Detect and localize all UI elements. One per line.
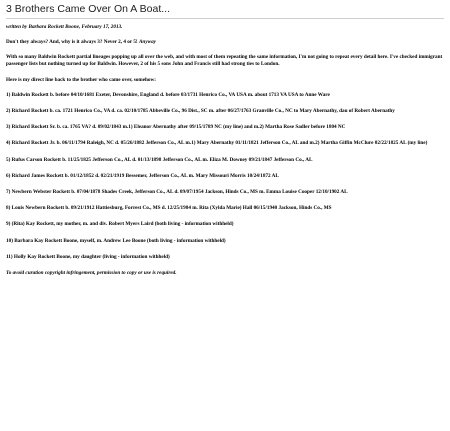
context-paragraph: With so many Baldwin Rockett partial lineages popping up all over the web, and with most of them repeating the same information, I'm not going to repeat every detail here. I've checked immigrant passenger lists but nothing turned up for Baldwin. However, 2 of his 5 sons John and Francis still had strong ties to London. [6, 54, 443, 68]
lineage-entry: 6) Richard James Rockett b. 01/12/1852 d. 02/21/1919 Bessemer, Jefferson Co., AL m. Mary Missouri Morris 10/24/1872 AL [6, 172, 279, 179]
lineage-entry: 1) Baldwin Rockett b. before 04/10/1681 Exeter, Devonshire, England d. before 03/1731 Henrico Co., VA USA m. about 1713 VA USA to Anne Ware [6, 91, 330, 98]
lineage-entry: 8) Louis Newbern Rockett b. 09/21/1912 Hattiesburg, Forrest Co., MS d. 12/25/1984 m. Rita (Xylda Marie) Hall 06/15/1940 Jackson, Hinds Co., MS [6, 205, 332, 212]
lineage-entry: 3) Richard Rockett Sr. b. ca. 1765 VA? d. 09/02/1843 m.1) Eleanor Abernathy after 09/15/1789 NC (my line) and m.2) Martha Rose Sadler before 1804 NC [6, 124, 346, 131]
intro-emphasis: Anyway [138, 39, 156, 45]
intro-paragraph [6, 39, 444, 46]
lineage-entry: 4) Richard Rockett Jr. b. 06/11/1794 Raleigh, NC d. 05/26/1882 Jefferson Co., AL m.1) Mary Abernathy 01/11/1821 Jefferson Co., AL and m.2) Martha Giffin McClure 02/22/1825 AL (my line) [6, 140, 428, 147]
byline: written by Barbara Rockett Boone, February 17, 2013. [6, 24, 123, 30]
lineage-entry: 11) Holly Kay Rockett Boone, my daughter (living - information withheld) [6, 253, 170, 260]
lineage-entry: 10) Barbara Kay Rockett Boone, myself, m. Andrew Lee Boone (both living - information withheld) [6, 237, 226, 244]
lineage-entry: 2) Richard Rockett b. ca. 1721 Henrico Co., VA d. ca. 02/10/1785 Abbeville Co., 96 Dist., SC m. after 06/27/1763 Granville Co., NC to Mary Abernathy, dau of Robert Abernathy [6, 108, 395, 115]
lineage-entry: 9) (Rita) Kay Rockett, my mother, m. and div. Robert Myers Laird (both living - information withheld) [6, 221, 234, 228]
lineage-lead: Here is my direct line back to the brother who came over, somehow: [6, 76, 156, 83]
intro-text: Don't they always? And, why is it always 3? Never 2, 4 or 5! [6, 39, 138, 45]
page-title: 3 Brothers Came Over On A Boat... [6, 3, 444, 19]
lineage-list [6, 92, 444, 261]
lineage-entry: 5) Rufus Carson Rockett b. 11/25/1825 Jefferson Co., AL d. 01/13/1898 Jefferson Co., AL m. Eliza M. Downey 09/21/1847 Jefferson Co., AL [6, 156, 313, 163]
copyright-notice: To avoid curation copyright infringement, permission to copy or use is required. [6, 270, 177, 277]
lineage-entry: 7) Newbern Webster Rockett b. 07/04/1878 Shades Creek, Jefferson Co., AL d. 09/07/1954 Jackson, Hinds Co., MS m. Emma Louise Cooper 12/10/1902 AL [6, 189, 348, 196]
